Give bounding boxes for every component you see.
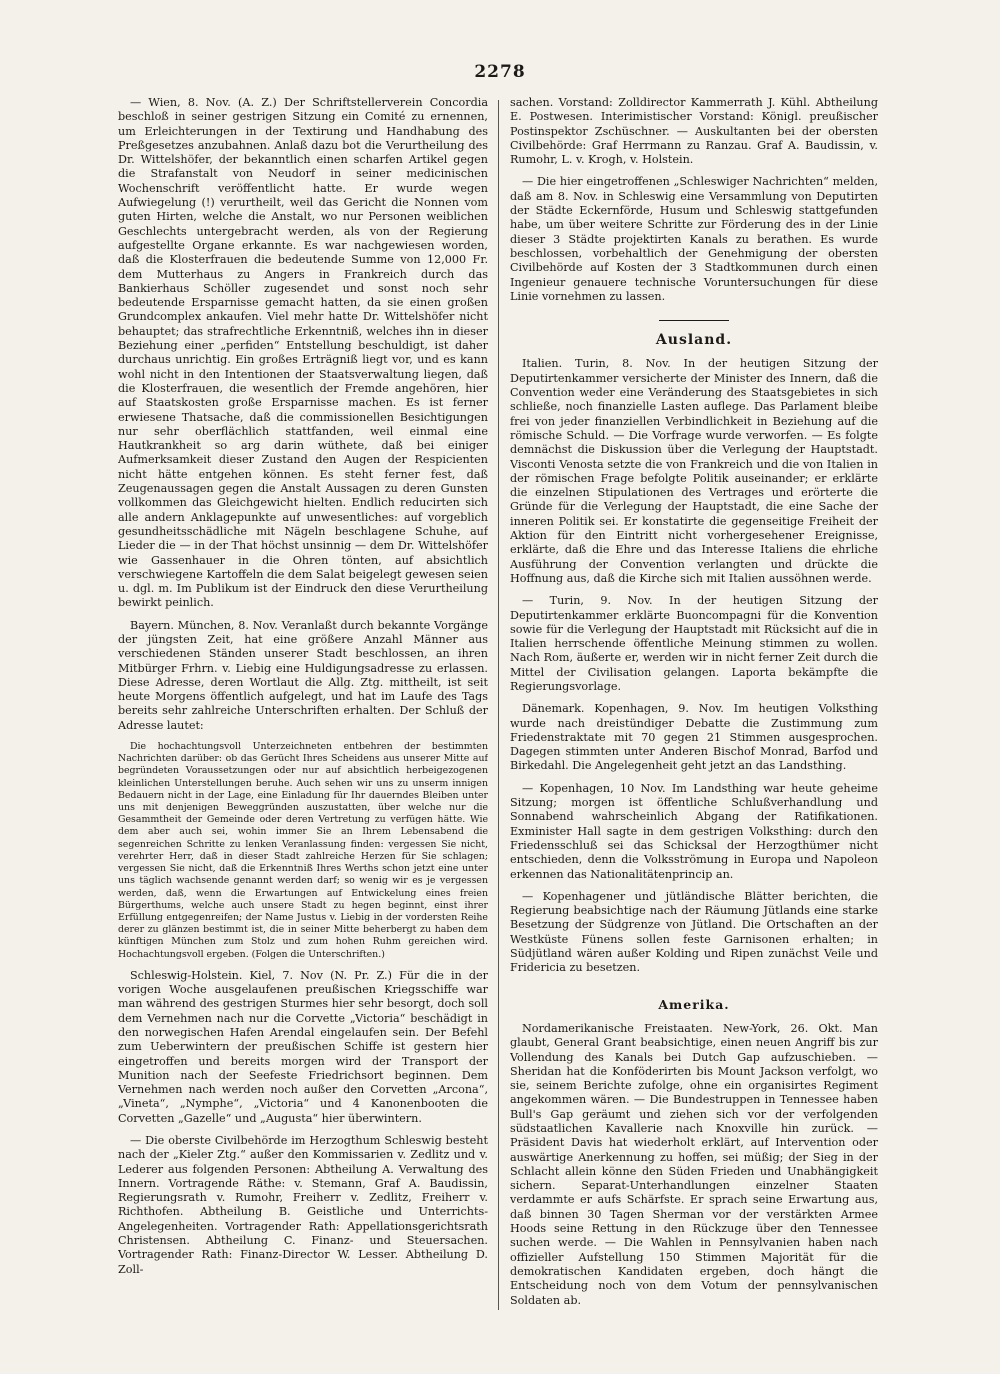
article-daenemark-juetland: — Kopenhagener und jütländische Blätter berichten, die Regierung beabsichtige nach der Räumung Jütlands eine starke Besetzung der Südgrenze von Jütland. Die Ortschaften an der Westküste Fünens sollen feste Garnisonen erhalten; in Südjütland wären außer Kolding und Ripen zunächst Veile und Fridericia zu besetzen. bbox=[510, 889, 878, 975]
article-italien-turin-8: Italien. Turin, 8. Nov. In der heutigen Sitzung der Deputirtenkammer versicherte der Minister des Innern, daß die Convention weder eine Veränderung des Staatsgebietes in sich schließe, noch finanzielle Lasten auflege. Das Parlament bleibe frei von jeder finanziellen Verbindlichkeit in Beziehung auf die römische Schuld. — Die Vorfrage wurde verworfen. — Es folgte demnächst die Diskussion über die Verlegung der Hauptstadt. Visconti Venosta setzte die von Frankreich und die von Italien in der römischen Frage befolgte Politik auseinander; er erklärte die einzelnen Stipulationen des Vertrages und erörterte die Gründe für die Verlegung der Hauptstadt, die eine Sache der inneren Politik sei. Er konstatirte die gegenseitige Freiheit der Aktion für den Eintritt nicht vorhergesehener Ereignisse, erklärte, daß die Ehre und das Interesse Italiens die ehrliche Ausführung der Convention verlangten und drückte die Hoffnung aus, daß die Kirche sich mit Italien aussöhnen werde. bbox=[510, 357, 878, 585]
article-kiel: Schleswig-Holstein. Kiel, 7. Nov (N. Pr. Z.) Für die in der vorigen Woche ausgelaufenen preußischen Kriegsschiffe war man während des gestrigen Sturmes hier sehr besorgt, doch soll dem Vernehmen nach nur die Corvette „Victoria“ beschädigt in den norwegischen Hafen Arendal eingelaufen sein. Der Befehl zum Ueberwintern der preußischen Schiffe ist gestern hier eingetroffen und bereits morgen wird der Transport der Munition nach der Seefeste Friedrichsort beginnen. Dem Vernehmen nach werden noch außer den Corvetten „Arcona“, „Vineta“, „Nymphe“, „Victoria“ und 4 Kanonenbooten die Corvetten „Gazelle“ und „Augusta“ hier überwintern. bbox=[118, 968, 488, 1125]
section-separator bbox=[659, 320, 729, 321]
liebig-address-text: Die hochachtungsvoll Unterzeichneten entbehren der bestimmten Nachrichten darüber: ob das Gerücht Ihres Scheidens aus unserer Mitte auf begründeten Voraussetzungen oder nur auf absichtlich herbeigezogenen kleinlichen Unterstellungen beruhe. Auch sehen wir uns zu unserm innigen Bedauern nicht in der Lage, eine Einladung für Ihr dauerndes Bleiben unter uns mit denjenigen Beweggründen auszustatten, über welche nur die Gesammtheit der Gemeinde oder deren Vertretung zu verfügen hätte. Wie dem aber auch sei, wohin immer Sie an Ihrem Lebensabend die segenreichen Schritte zu lenken Veranlassung finden: vergessen Sie nicht, verehrter Herr, daß in dieser Stadt zahlreiche Herzen für Sie schlagen; vergessen Sie nicht, daß die Erkenntniß Ihres Werths schon jetzt eine unter uns täglich wachsende genannt werden darf; so wenig wir es je vergessen werden, daß, wenn die Erwartungen auf Entwickelung eines freien Bürgerthums, welche auch unsere Stadt zu hegen beginnt, einst ihrer Erfüllung entgegenreifen; der Name Justus v. Liebig in der vordersten Reihe derer zu glänzen bestimmt ist, die in seiner Mitte beherbergt zu haben dem künftigen München zum Stolz und zum hohen Ruhm gereichen wird. Hochachtungsvoll ergeben. (Folgen die Unterschriften.) bbox=[118, 741, 488, 960]
article-civil-authority-continued: sachen. Vorstand: Zolldirector Kammerrath J. Kühl. Abtheilung E. Postwesen. Interimistischer Vorstand: Königl. preußischer Postinspektor Zschüschner. — Auskultanten bei der obersten Civilbehörde: Graf Herrmann zu Ranzau. Graf A. Baudissin, v. Rumohr, L. v. Krogh, v. Holstein. bbox=[510, 96, 878, 167]
right-column bbox=[510, 96, 878, 1316]
article-wien: — Wien, 8. Nov. (A. Z.) Der Schriftstellerverein Concordia beschloß in seiner gestrigen Sitzung ein Comité zu ernennen, um Erleichterungen in der Textirung und Handhabung des Preßgesetzes anzubahnen. Anlaß dazu bot die Verurtheilung des Dr. Wittelshöfer, der bekanntlich einen scharfen Artikel gegen die Strafanstalt von Neudorf in seiner medicinischen Wochenschrift veröffentlicht hatte. Er wurde wegen Aufwiegelung (!) verurtheilt, weil das Gericht die Nonnen vom guten Hirten, welche die Anstalt, wo nur Personen weiblichen Geschlechts untergebracht werden, als von der Regierung aufgestellte Organe erkannte. Es war nachgewiesen worden, daß die Klosterfrauen die bedeutende Summe von 12,000 Fr. dem Mutterhaus zu Angers in Frankreich durch das Bankierhaus Schöller zugesendet und sonst noch sehr bedeutende Ersparnisse gemacht hatten, da sie einen großen Grundcomplex ankaufen. Viel mehr hatte Dr. Wittelshöfer nicht behauptet; das strafrechtliche Erkenntniß, welches ihn in dieser Beziehung einer „perfiden“ Entstellung beschuldigt, ist daher durchaus unrichtig. Ein großes Erträgniß liegt vor, und es kann wohl nicht in den Intentionen der Staatsverwaltung liegen, daß die Klosterfrauen, die wesentlich der Fremde angehören, hier auf Staatskosten große Ersparnisse machen. Es ist ferner erwiesene Thatsache, daß die commissionellen Besichtigungen nur sehr oberflächlich stattfanden, weil einmal eine Hautkrankheit so arg darin wüthete, daß bei einiger Aufmerksamkeit dieser Zustand den Augen der Respicienten nicht hätte entgehen können. Es steht ferner fest, daß Zeugenaussagen gegen die Anstalt Aussagen zu deren Gunsten vollkommen das Gleichgewicht hielten. Endlich reducirten sich alle andern Anklagepunkte auf unwesentliches: auf vorgeblich gesundheitsschädliche mit Nägeln beschlagene Schuhe, auf Lieder die — in der That höchst unsinnig — dem Dr. Wittelshöfer wie Gassenhauer in die Ohren tönten, auf absichtlich verschwiegene Kartoffeln die dem Salat beigelegt gewesen seien u. dgl. m. Im Publikum ist der Eindruck den diese Verurtheilung bewirkt peinlich. bbox=[118, 96, 488, 610]
left-column bbox=[118, 96, 488, 1316]
column-divider bbox=[498, 100, 499, 1310]
article-daenemark-9: Dänemark. Kopenhagen, 9. Nov. Im heutigen Volksthing wurde nach dreistündiger Debatte die Zustimmung zum Friedenstraktate mit 70 gegen 21 Stimmen ausgesprochen. Dagegen stimmten unter Anderen Bischof Monrad, Barfod und Birkedahl. Die Angelegenheit geht jetzt an das Landsthing. bbox=[510, 702, 878, 773]
heading-amerika: Amerika. bbox=[658, 996, 730, 1012]
article-italien-turin-9: — Turin, 9. Nov. In der heutigen Sitzung der Deputirtenkammer erklärte Buoncompagni für die Konvention sowie für die Verlegung der Hauptstadt mit Rücksicht auf die in Italien herrschende öffentliche Meinung stimmen zu wollen. Nach Rom, äußerte er, werden wir in nicht ferner Zeit durch die Mittel der Civilisation gelangen. Laporta bekämpfte die Regierungsvorlage. bbox=[510, 594, 878, 693]
article-bayern: Bayern. München, 8. Nov. Veranlaßt durch bekannte Vorgänge der jüngsten Zeit, hat eine größere Anzahl Männer aus verschiedenen Ständen unserer Stadt beschlossen, an ihren Mitbürger Frhrn. v. Liebig eine Huldigungsadresse zu erlassen. Diese Adresse, deren Wortlaut die Allg. Ztg. mittheilt, ist seit heute Morgens öffentlich aufgelegt, und hat im Laufe des Tags bereits sehr zahlreiche Unterschriften erhalten. Der Schluß der Adresse lautet: bbox=[118, 618, 488, 732]
article-civil-authority: — Die oberste Civilbehörde im Herzogthum Schleswig besteht nach der „Kieler Ztg.“ außer den Kommissarien v. Zedlitz und v. Lederer aus folgenden Personen: Abtheilung A. Verwaltung des Innern. Vortragende Räthe: v. Stemann, Graf A. Baudissin, Regierungsrath v. Rumohr, Freiherr v. Zedlitz, Freiherr v. Richthofen. Abtheilung B. Geistliche und Unterrichts-Angelegenheiten. Vortragender Rath: Appellationsgerichtsrath Christensen. Abtheilung C. Finanz- und Steuersachen. Vortragender Rath: Finanz-Director W. Lesser. Abtheilung D. Zoll- bbox=[118, 1133, 488, 1276]
heading-ausland: Ausland. bbox=[655, 332, 733, 349]
article-daenemark-10: — Kopenhagen, 10 Nov. Im Landsthing war heute geheime Sitzung; morgen ist öffentliche Schlußverhandlung und Sonnabend wahrscheinlich Abgang der Ratifikationen. Exminister Hall sagte in dem gestrigen Volksthing: durch den Friedensschluß sei das Schicksal der Herzogthümer nicht entschieden, denn die Volksströmung in Europa und Napoleon erkennen das Nationalitätenprincip an. bbox=[510, 781, 878, 881]
article-amerika-new-york: Nordamerikanische Freistaaten. New-York, 26. Okt. Man glaubt, General Grant beabsichtige, einen neuen Angriff bis zur Vollendung des Kanals bei Dutch Gap aufzuschieben. — Sheridan hat die Konföderirten bis Mount Jackson verfolgt, wo sie, seinem Berichte zufolge, ohne ein organisirtes Regiment angekommen wären. — Die Bundestruppen in Tennessee haben Bull's Gap geräumt und ziehen sich vor der verfolgenden südstaatlichen Kavallerie nach Knoxville hin zurück. — Präsident Davis hat wiederholt erklärt, auf Intervention oder auswärtige Anerkennung zu hoffen, sei müßig; der Sieg in der Schlacht allein könne den Süden Frieden und Unabhängigkeit sichern. Separat-Unterhandlungen einzelner Staaten verdammte er aufs Schärfste. Er sprach seine Erwartung aus, daß binnen 30 Tagen Sherman vor der verstärkten Armee Hoods seine Rettung in den Rückzuge über den Tennessee suchen werde. — Die Wahlen in Pennsylvanien haben nach offizieller Aufstellung 150 Stimmen Majorität für die demokratischen Kandidaten ergeben, doch hängt die Entscheidung noch von dem Votum der pennsylvanischen Soldaten ab. bbox=[510, 1021, 878, 1307]
page-number: 2278 bbox=[474, 62, 526, 82]
article-schleswig-canal: — Die hier eingetroffenen „Schleswiger Nachrichten“ melden, daß am 8. Nov. in Schleswig eine Versammlung von Deputirten der Städte Eckernförde, Husum und Schleswig stattgefunden habe, um über weitere Schritte zur Förderung des in der Linie dieser 3 Städte projektirten Kanals zu berathen. Es wurde beschlossen, vorbehaltlich der Genehmigung der obersten Civilbehörde auf Kosten der 3 Stadtkommunen durch einen Ingenieur genauere technische Voruntersuchungen für diese Linie vornehmen zu lassen. bbox=[510, 175, 878, 303]
